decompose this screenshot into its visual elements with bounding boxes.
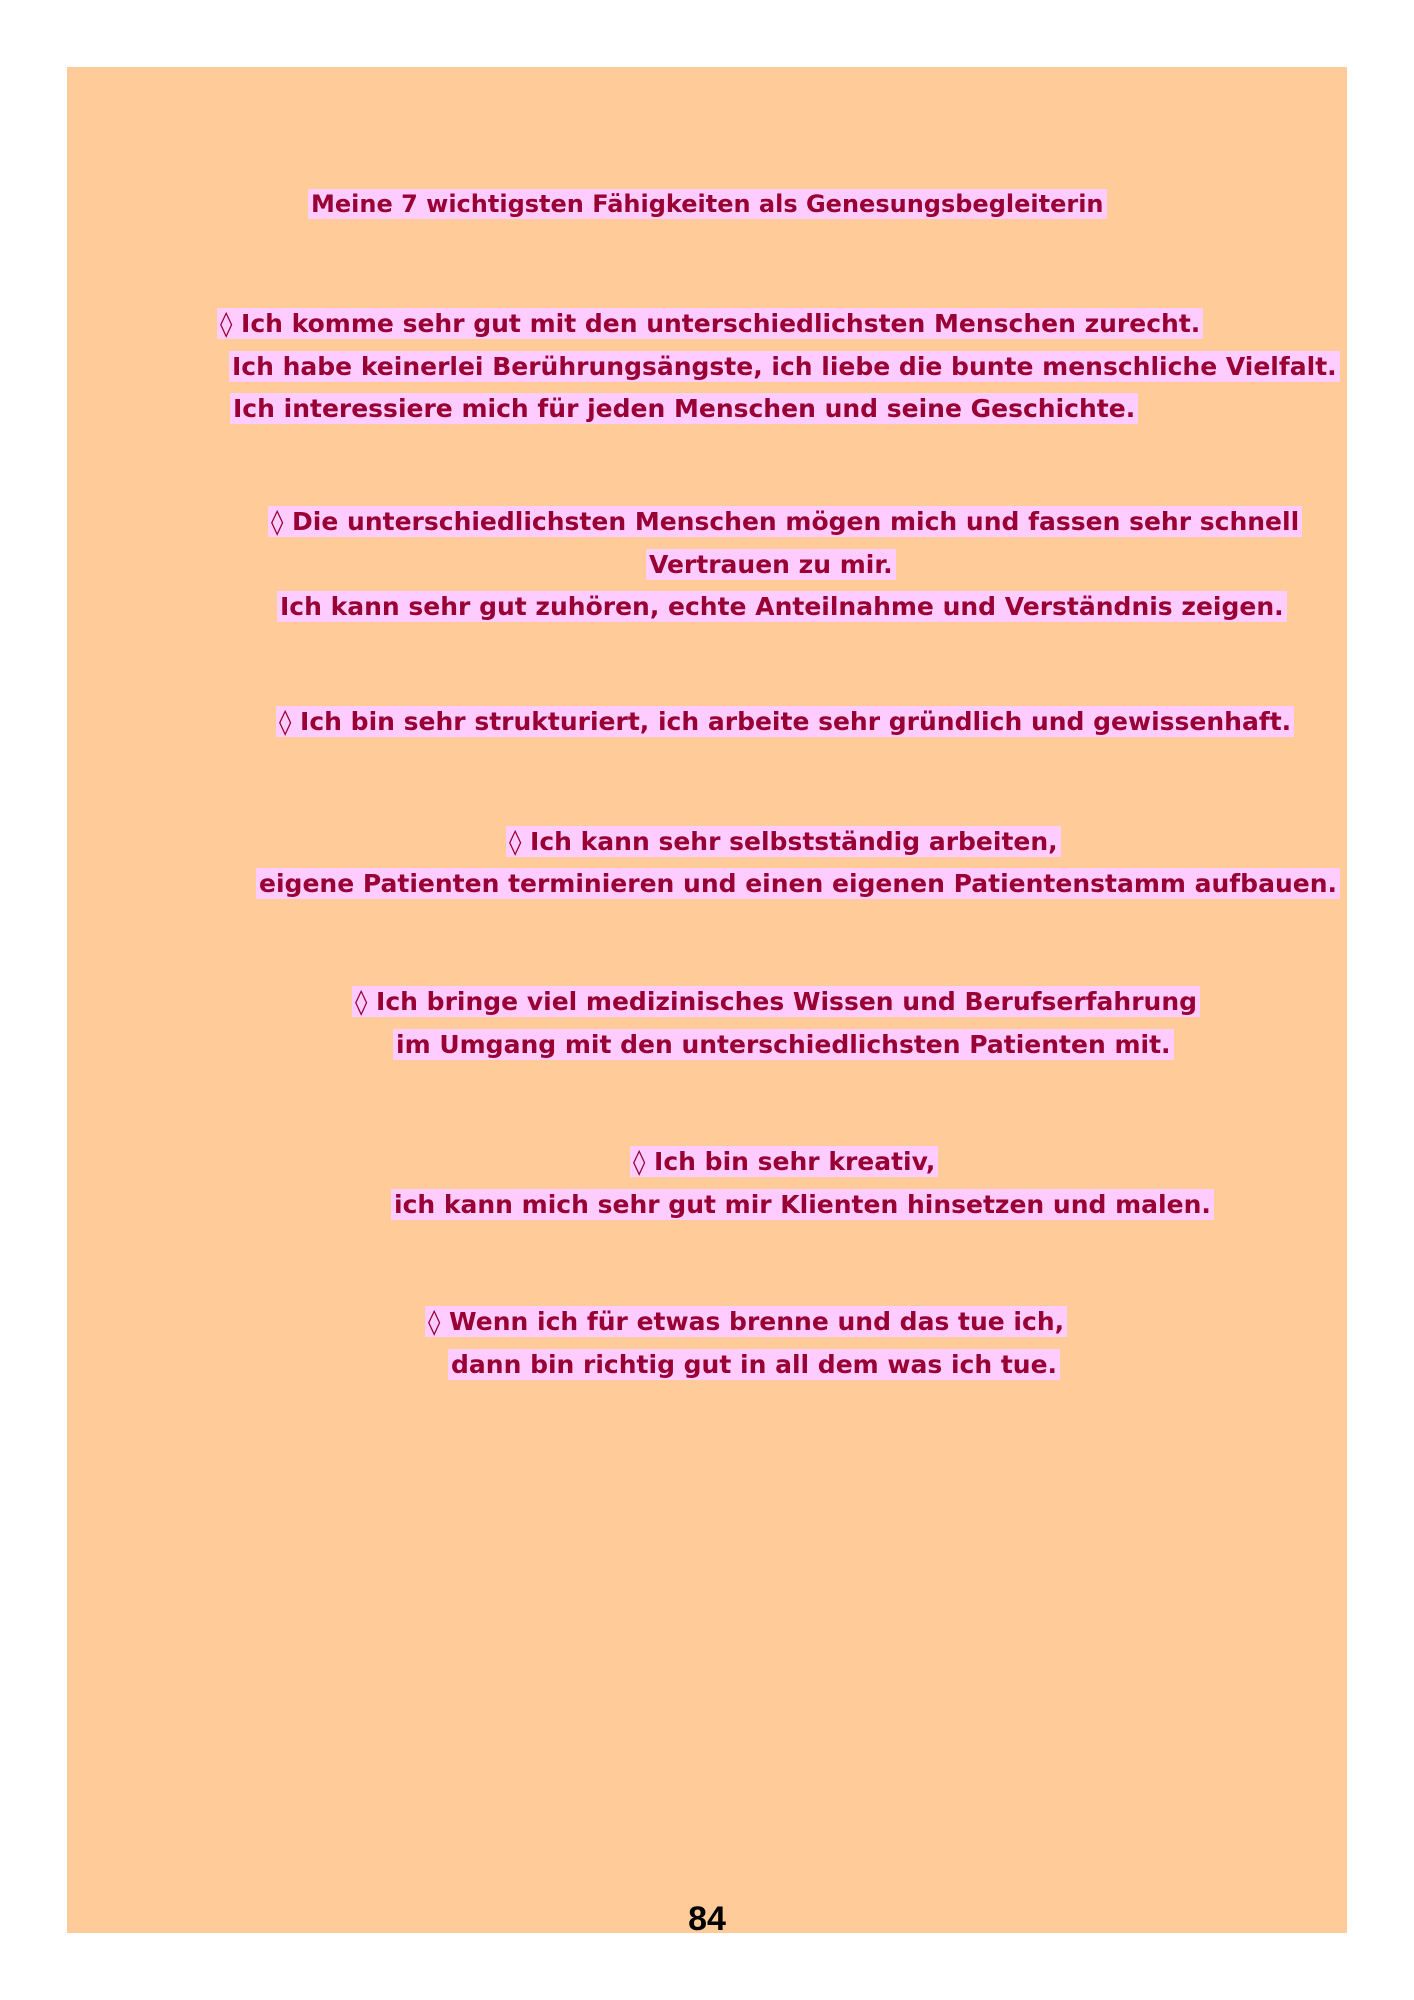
ability-5-line-2-text: im Umgang mit den unterschiedlichsten Patienten mit.	[393, 1029, 1174, 1060]
ability-2-line-2	[646, 549, 896, 583]
ability-7-line-2-text: dann bin richtig gut in all dem was ich tue.	[448, 1349, 1060, 1380]
ability-1-line-1-text: ◊ Ich komme sehr gut mit den unterschiedlichsten Menschen zurecht.	[217, 308, 1203, 339]
ability-7-line-2	[448, 1349, 1060, 1383]
page-title-text: Meine 7 wichtigsten Fähigkeiten als Genesungsbegleiterin	[308, 189, 1107, 219]
ability-2-line-3	[277, 591, 1287, 625]
ability-7-line-1-text: ◊ Wenn ich für etwas brenne und das tue ich,	[425, 1306, 1067, 1337]
ability-5-line-1-text: ◊ Ich bringe viel medizinisches Wissen und Berufserfahrung	[352, 986, 1200, 1017]
ability-5-line-2	[393, 1029, 1174, 1063]
ability-5-line-1	[352, 986, 1200, 1020]
ability-7-line-1	[425, 1306, 1067, 1340]
ability-6-line-1	[630, 1146, 938, 1180]
page-title	[308, 188, 1107, 222]
ability-6-line-2	[391, 1189, 1214, 1223]
ability-4-line-1-text: ◊ Ich kann sehr selbstständig arbeiten,	[506, 826, 1061, 857]
ability-4-line-2	[256, 868, 1340, 902]
ability-6-line-2-text: ich kann mich sehr gut mir Klienten hinsetzen und malen.	[391, 1189, 1214, 1220]
page-number: 84	[688, 1900, 726, 1938]
ability-3-line-1	[276, 706, 1294, 740]
ability-3-line-1-text: ◊ Ich bin sehr strukturiert, ich arbeite sehr gründlich und gewissenhaft.	[276, 706, 1294, 737]
ability-1-line-1	[217, 308, 1203, 342]
ability-2-line-3-text: Ich kann sehr gut zuhören, echte Anteilnahme und Verständnis zeigen.	[277, 591, 1287, 622]
ability-2-line-2-text: Vertrauen zu mir.	[646, 549, 896, 580]
ability-1-line-3-text: Ich interessiere mich für jeden Menschen und seine Geschichte.	[230, 393, 1138, 424]
ability-2-line-1-text: ◊ Die unterschiedlichsten Menschen mögen mich und fassen sehr schnell	[268, 506, 1302, 537]
ability-4-line-1	[506, 826, 1061, 860]
ability-1-line-2-text: Ich habe keinerlei Berührungsängste, ich liebe die bunte menschliche Vielfalt.	[229, 351, 1340, 382]
ability-6-line-1-text: ◊ Ich bin sehr kreativ,	[630, 1146, 938, 1177]
ability-4-line-2-text: eigene Patienten terminieren und einen eigenen Patientenstamm aufbauen.	[256, 868, 1340, 899]
ability-1-line-2	[229, 351, 1340, 385]
ability-2-line-1	[268, 506, 1302, 540]
ability-1-line-3	[230, 393, 1138, 427]
